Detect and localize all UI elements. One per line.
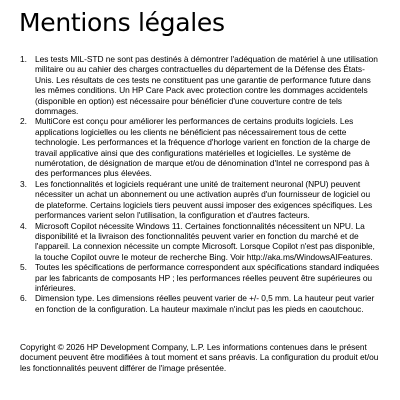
note-number: 3.: [20, 178, 27, 189]
note-number: 4.: [20, 220, 27, 231]
note-text: Toutes les spécifications de performance correspondent aux spécifications standard indiquées par les fabricants de composants HP ; les performances réelles peuvent être supérieures ou inférieures.: [35, 262, 380, 293]
note-item-5: [20, 262, 380, 293]
copyright-notice: Copyright © 2026 HP Development Company, L.P. Les informations contenues dans le présent document peuvent être modifiées à tout moment et sans préavis. La configuration du produit et/ou les fonctionnalités peuvent différer de l'image présentée.: [20, 342, 379, 373]
note-item-6: [20, 293, 380, 314]
note-text: Dimension type. Les dimensions réelles peuvent varier de +/- 0,5 mm. La hauteur peut varier en fonction de la configuration. La hauteur maximale n'inclut pas les pieds en caoutchouc.: [35, 293, 375, 314]
note-item-1: [20, 54, 380, 116]
note-text: Microsoft Copilot nécessite Windows 11. Certaines fonctionnalités nécessitent un NPU. La disponibilité et la livraison des fonctionnalités peuvent varier en fonction du marché et de l'appareil. La connexion nécessite un compte Microsoft. Lorsque Copilot n'est pas disponible, la touche Copilot ouvre le moteur de recherche Bing. Voir http://aka.ms/WindowsAIFeatures.: [35, 220, 375, 262]
note-number: 5.: [20, 262, 27, 273]
notes-list: [20, 54, 380, 314]
note-item-4: [20, 221, 380, 263]
note-number: 1.: [20, 54, 27, 64]
note-item-3: [20, 179, 380, 221]
note-text: MultiCore est conçu pour améliorer les performances de certains produits logiciels. Les applications logicielles ou les clients ne bénéficient pas nécessairement tous de cette technologie. Les performances et la fréquence d'horloge varient en fonction de la charge de travail applicative ainsi que des configurations matérielles et logicielles. Le système de numérotation, de désignation de marque et/ou de dénomination d'Intel ne correspond pas à des performances plus élevées.: [35, 116, 371, 179]
note-text: Les tests MIL-STD ne sont pas destinés à démontrer l'adéquation de matériel à une utilisation militaire ou au cahier des charges contractuelles du département de la Défense des États-Unis. Les résultats de ces tests ne constituent pas une garantie de performance future dans les mêmes conditions. Un HP Care Pack avec protection contre les dommages accidentels (disponible en option) est nécessaire pour bénéficier d'une couverture contre de tels dommages.: [35, 54, 378, 117]
note-number: 6.: [20, 293, 27, 304]
note-number: 2.: [20, 116, 27, 127]
note-text: Les fonctionnalités et logiciels requérant une unité de traitement neuronal (NPU) peuvent nécessiter un achat un abonnement ou une activation auprès d'un fournisseur de logiciel ou de plateforme. Certains logiciels tiers peuvent aussi imposer des exigences spécifiques. Les performances varient selon l'utilisation, la configuration et d'autres facteurs.: [35, 178, 373, 221]
note-item-2: [20, 116, 380, 178]
page-title: Mentions légales: [19, 8, 225, 37]
